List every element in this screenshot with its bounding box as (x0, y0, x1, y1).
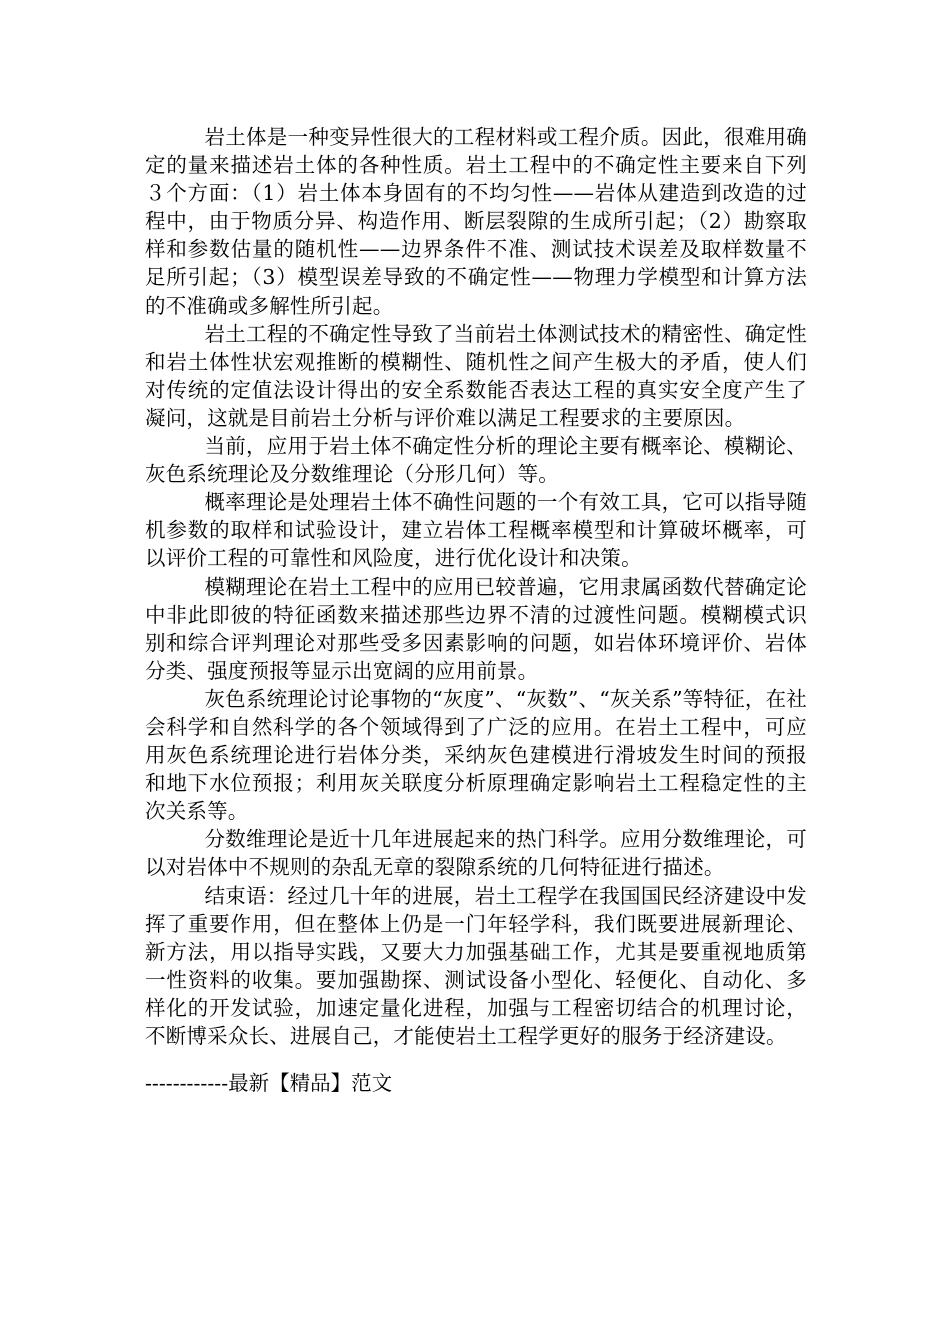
paragraph-fractal-theory: 分数维理论是近十几年进展起来的热门科学。应用分数维理论，可以对岩体中不规则的杂乱无章的裂隙系统的几何特征进行描述。 (145, 827, 807, 880)
paragraph-theories-overview: 当前，应用于岩土体不确定性分析的理论主要有概率论、模糊论、灰色系统理论及分数维理论（分形几何）等。 (145, 434, 807, 487)
paragraph-conclusion: 结束语：经过几十年的进展，岩土工程学在我国国民经济建设中发挥了重要作用，但在整体上仍是一门年轻学科，我们既要进展新理论、新方法，用以指导实践，又要大力加强基础工作，尤其是要重视地质第一性资料的收集。要加强勘探、测试设备小型化、轻便化、自动化、多样化的开发试验，加速定量化进程，加强与工程密切结合的机理讨论，不断博采众长、进展自己，才能使岩土工程学更好的服务于经济建设。 (145, 883, 807, 1048)
paragraph-uncertainty-sources: 岩土体是一种变异性很大的工程材料或工程介质。因此，很难用确定的量来描述岩土体的各种性质。岩土工程中的不确定性主要来自下列３个方面：（1）岩土体本身固有的不均匀性——岩体从建造到改造的过程中，由于物质分异、构造作用、断层裂隙的生成所引起；（2）勘察取样和参数估量的随机性——边界条件不准、测试技术误差及取样数量不足所引起；（3）模型误差导致的不确定性——物理力学模型和计算方法的不准确或多解性所引起。 (145, 125, 807, 318)
paragraph-fuzzy-theory: 模糊理论在岩土工程中的应用已较普遍，它用隶属函数代替确定论中非此即彼的特征函数来描述那些边界不清的过渡性问题。模糊模式识别和综合评判理论对那些受多因素影响的问题，如岩体环境评价、岩体分类、强度预报等显示出宽阔的应用前景。 (145, 574, 807, 683)
paragraph-grey-system-theory: 灰色系统理论讨论事物的“灰度”、“灰数”、“灰关系”等特征，在社会科学和自然科学的各个领域得到了广泛的应用。在岩土工程中，可应用灰色系统理论进行岩体分类，采纳灰色建模进行滑坡发生时间的预报和地下水位预报；利用灰关联度分析原理确定影响岩土工程稳定性的主次关系等。 (145, 686, 807, 824)
document-body (145, 123, 807, 1050)
paragraph-probability-theory: 概率理论是处理岩土体不确性问题的一个有效工具，它可以指导随机参数的取样和试验设计，建立岩体工程概率模型和计算破坏概率，可以评价工程的可靠性和风险度，进行优化设计和决策。 (145, 490, 807, 571)
paragraph-uncertainty-consequence: 岩土工程的不确定性导致了当前岩土体测试技术的精密性、确定性和岩土体性状宏观推断的模糊性、随机性之间产生极大的矛盾，使人们对传统的定值法设计得出的安全系数能否表达工程的真实安全度产生了凝问，这就是目前岩土分析与评价难以满足工程要求的主要原因。 (145, 321, 807, 430)
footer-text: ------------最新【精品】范文 (145, 1071, 393, 1095)
